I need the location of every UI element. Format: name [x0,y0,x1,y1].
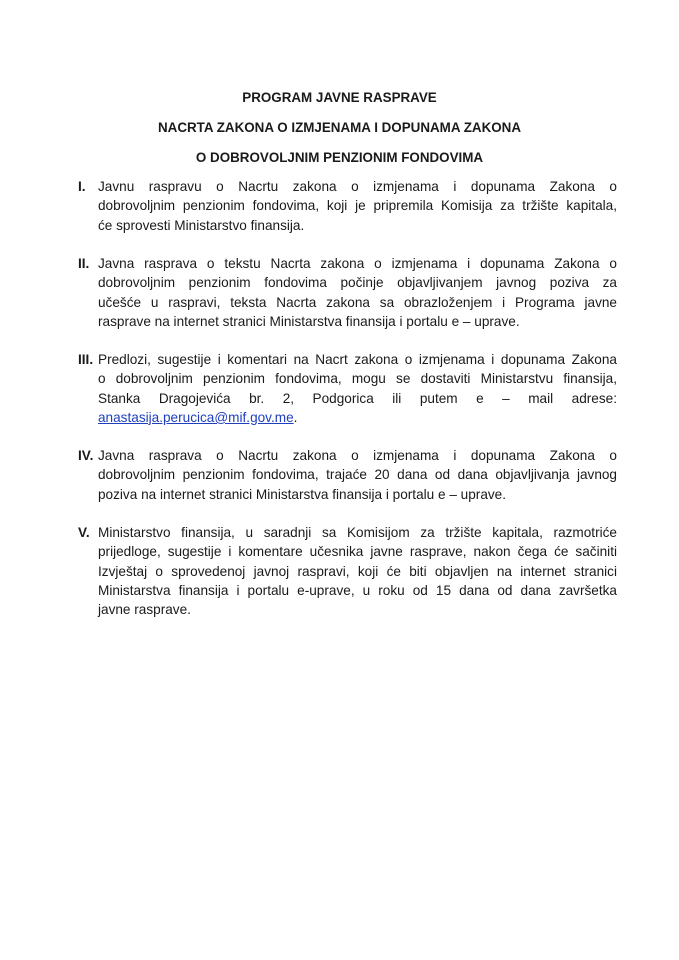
text-line [98,408,617,427]
text-line: dobrovoljnim penzionim fondovima, koji je pripremila Komisija za tržište kapitala, [98,198,617,214]
text-line: Ministarstvo finansija, u saradnji sa Komisijom za tržište kapitala, razmotriće [98,525,617,540]
text-line: prijedloge, sugestije i komentare učesnika javne rasprave, nakon čega će sačiniti [98,544,617,560]
text-line: će sprovesti Ministarstvo finansija. [98,217,305,233]
text-line: o dobrovoljnim penzionim fondovima, mogu se dostaviti Ministarstvu finansija, [98,371,617,387]
text-line: učešće u raspravi, teksta Nacrta zakona sa obrazloženjem i Programa javne [98,294,617,310]
text-line: Ministarstva finansija i portalu e-uprave, u roku od 15 dana od dana završetka [98,582,617,598]
text-line: Javna rasprava o tekstu Nacrta zakona o izmjenama i dopunama Zakona o [98,256,617,271]
item-number: II. [78,256,90,271]
text-line: poziva na internet stranici Ministarstva finansija i portalu e – uprave. [98,486,507,502]
item-4 [78,446,618,504]
doc-subtitle-2: O DOBROVOLJNIM PENZIONIM FONDOVIMA [195,150,484,165]
item-number: IV. [78,448,94,463]
text-line: dobrovoljnim penzionim fondovima počinje objavljivanjem javnog poziva za [98,275,617,291]
item-1 [78,177,618,235]
text-line: rasprave na internet stranici Ministarstva finansija i portalu e – uprave. [98,313,520,329]
doc-subtitle-1: NACRTA ZAKONA O IZMJENAMA I DOPUNAMA ZAKONA [157,120,521,135]
text-line: Javnu raspravu o Nacrtu zakona o izmjenama i dopunama Zakona o [98,179,617,194]
text-line: Stanka Dragojevića br. 2, Podgorica ili putem e – mail adrese: [98,390,617,406]
item-number: V. [78,525,90,540]
text-line: Predlozi, sugestije i komentari na Nacrt zakona o izmjenama i dopunama Zakona [98,352,617,367]
text-line: dobrovoljnim penzionim fondovima, trajaće 20 dana od dana objavljivanja javnog [98,467,617,483]
email-link[interactable]: anastasija.perucica@mif.gov.me [98,409,294,425]
text-line: Izvještaj o sprovedenoj javnoj raspravi, koji će biti objavljen na internet stranici [98,563,617,579]
doc-title: PROGRAM JAVNE RASPRAVE [242,90,437,105]
text-line: javne rasprave. [98,602,191,618]
item-3 [78,350,618,427]
text-line: Javna rasprava o Nacrtu zakona o izmjenama i dopunama Zakona o [98,448,617,463]
item-number: III. [78,352,94,367]
item-2 [78,254,618,331]
item-number: I. [78,179,86,194]
item-5 [78,523,618,619]
email-suffix: . [293,409,298,425]
